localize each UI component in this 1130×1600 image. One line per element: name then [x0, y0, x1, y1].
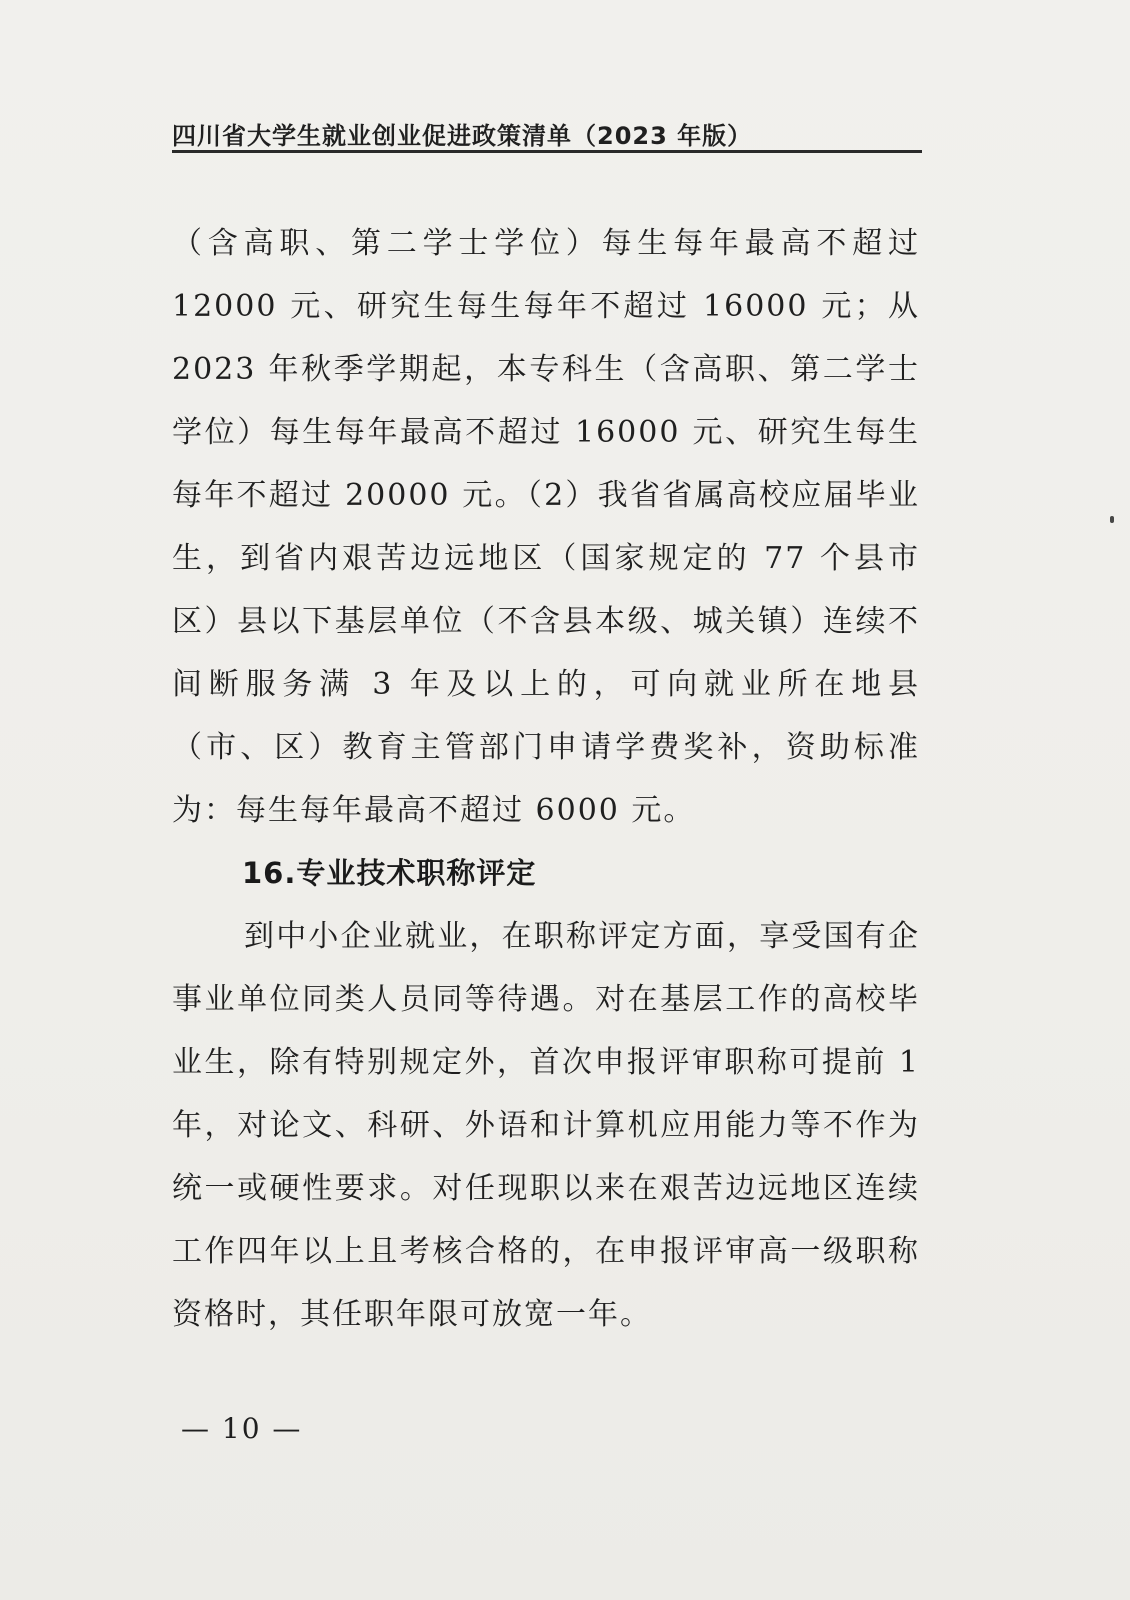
page-number: — 10 —	[181, 1412, 303, 1445]
body-paragraph-tuition: （含高职、第二学士学位）每生每年最高不超过12000 元、研究生每生每年不超过 16000 元；从 2023 年秋季学期起，本专科生（含高职、第二学士学位）每生每年最高不超过 16000 元、研究生每生每年不超过 20000 元。（2）我省省属高校应届毕业生，到省内艰苦边远地区（国家规定的 77 个县市区）县以下基层单位（不含县本级、城关镇）连续不间断服务满 3 年及以上的，可向就业所在地县（市、区）教育主管部门申请学费奖补，资助标准为：每生每年最高不超过 6000 元。	[172, 226, 920, 828]
section-heading: 16.专业技术职称评定	[242, 856, 537, 890]
header-title: 四川省大学生就业创业促进政策清单（2023 年版）	[172, 122, 753, 150]
main-content	[172, 212, 920, 1346]
header-rule	[172, 150, 922, 153]
running-header	[172, 112, 920, 152]
body-paragraph-title-evaluation: 到中小企业就业，在职称评定方面，享受国有企事业单位同类人员同等待遇。对在基层工作的高校毕业生，除有特别规定外，首次申报评审职称可提前 1 年，对论文、科研、外语和计算机应用能力等不作为统一或硬性要求。对任现职以来在艰苦边远地区连续工作四年以上且考核合格的，在申报评审高一级职称资格时，其任职年限可放宽一年。	[172, 919, 920, 1332]
scan-mark	[1110, 516, 1114, 523]
